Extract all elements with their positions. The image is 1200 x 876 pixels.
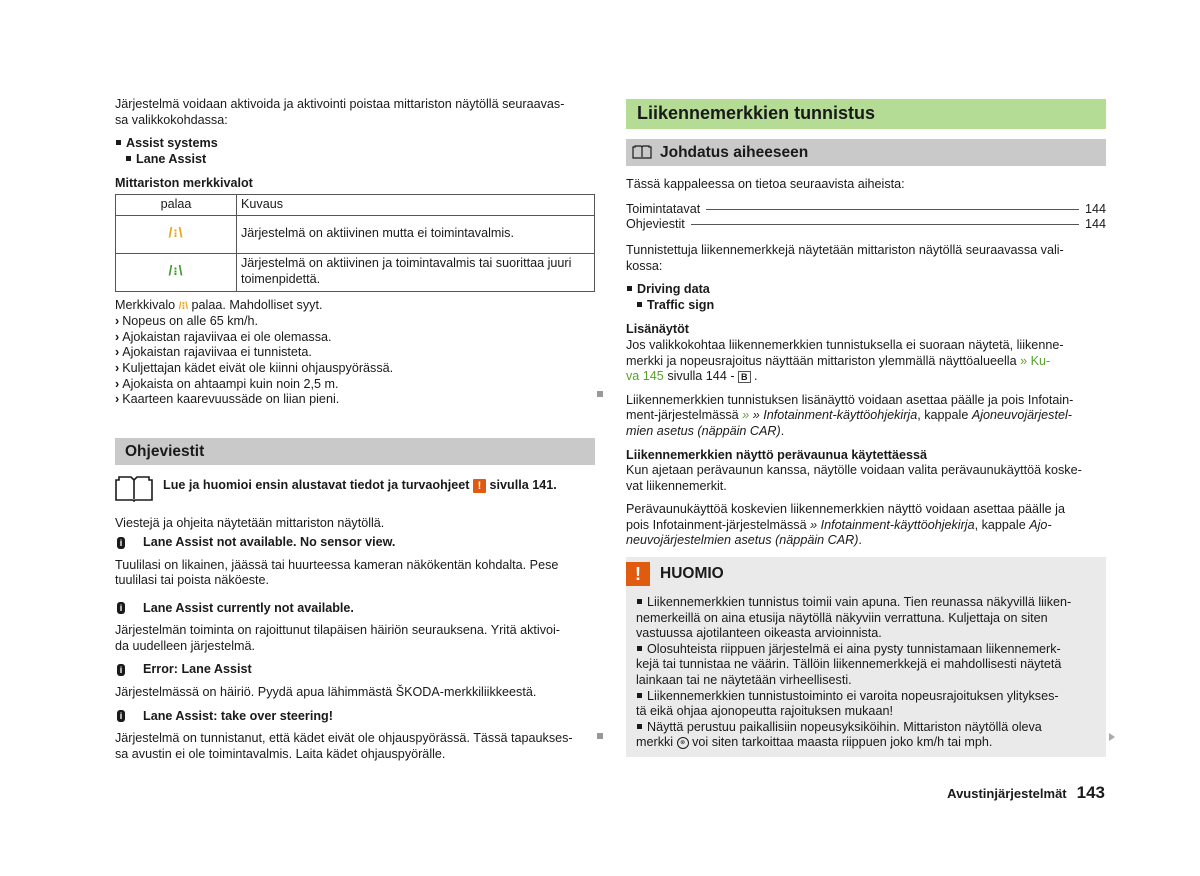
list-item: › Kaarteen kaarevuussäde on liian pieni. (115, 392, 340, 407)
table-row-1-desc: Järjestelmä on aktiivinen mutta ei toimintavalmis. (237, 215, 595, 253)
page-footer (947, 785, 1105, 802)
message-4-title: i Lane Assist: take over steering! (115, 709, 595, 725)
intro-text: Järjestelmä voidaan aktivoida ja aktivointi poistaa mittariston näytöllä seuraavas- sa valikkokohdassa: (115, 97, 565, 127)
menu-item-driving-data: Driving data (626, 282, 1106, 298)
paragraph-trailer: Kun ajetaan perävaunun kanssa, näytölle voidaan valita perävaunukäyttöä koske- vat liikennemerkit. (626, 463, 1082, 493)
menu-item-lane-assist: Lane Assist (115, 152, 595, 168)
page-number: 143 (1076, 783, 1105, 802)
section-title-ohjeviestit: Ohjeviestit (115, 438, 595, 466)
info-icon: i (117, 664, 125, 676)
message-2-title: i Lane Assist currently not available. (115, 601, 595, 617)
list-item: › Nopeus on alle 65 km/h. (115, 314, 259, 329)
paragraph-trailer-setting: Perävaunukäyttöä koskevien liikennemerkkien näyttö voidaan asettaa päälle ja pois Infotainment-järjestelmässä » Infotainment-käyttöohjekirja, kappale Ajo- neuvojärjestelmien asetus (näppäin CAR). (626, 502, 1065, 548)
menu-path (115, 136, 595, 167)
paragraph-lisanaytot: Jos valikkokohtaa liikennemerkkien tunnistuksella ei suoraan näytetä, liikenne- merkki ja nopeusrajoitus näyttään mittariston ylemmällä näyttöalueella » Ku- va 145 sivulla 144 - B . (626, 337, 1064, 384)
footer-section: Avustinjärjestelmät (947, 786, 1067, 801)
table-header-kuvaus: Kuvaus (237, 194, 595, 215)
toc-item[interactable]: Ohjeviestit 144 (626, 217, 1106, 232)
figure-link[interactable]: va 145 (626, 369, 664, 384)
list-item: › Ajokaista on ahtaampi kuin noin 2,5 m. (115, 376, 339, 391)
subheading-trailer: Liikennemerkkien näyttö perävaunua käytettäessä (626, 447, 927, 462)
key-b-icon: B (738, 371, 751, 383)
paragraph-infotainment: Liikennemerkkien tunnistuksen lisänäyttö voidaan asettaa päälle ja pois Infotain- ment-järjestelmässä » » Infotainment-käyttöohjekirja, kappale Ajoneuvojärjestel- mien asetus (näppäin CAR). (626, 392, 1074, 438)
safety-note: Lue ja huomioi ensin alustavat tiedot ja turvaohjeet ! sivulla 141. (115, 476, 595, 502)
warning-box (626, 557, 1106, 757)
list-item: › Ajokaistan rajaviivaa ei tunnisteta. (115, 345, 312, 360)
message-2-text: Järjestelmän toiminta on rajoittunut tilapäisen häiriön seurauksena. Yritä aktivoi- da uudelleen järjestelmä. (115, 623, 560, 653)
warning-icon: ! (626, 562, 650, 586)
manual-link[interactable]: » Infotainment-käyttöohjekirja (810, 517, 975, 532)
warning-badge-icon: ! (473, 479, 486, 493)
info-icon: i (117, 710, 125, 722)
warning-item: Olosuhteista riippuen järjestelmä ei aina pysty tunnistamaan liikennemerk- kejä tai tunnistaa ne väärin. Tällöin liikennemerkkejä ei mahdollisesti näytetä lainkaan tai ne näytetään virheellisesti. (636, 641, 1062, 688)
figure-link[interactable]: » Ku- (1020, 353, 1051, 368)
message-3-title: i Error: Lane Assist (115, 662, 595, 678)
lane-assist-yellow-icon: /⁝\ (116, 215, 237, 253)
table-of-contents (626, 202, 1106, 233)
speed-sign-icon: ⊗ (677, 737, 689, 749)
chapter-title: Liikennemerkkien tunnistus (626, 99, 1106, 129)
list-item: › Ajokaistan rajaviivaa ei ole olemassa. (115, 329, 332, 344)
lane-assist-green-icon: /⁝\ (116, 253, 237, 291)
section-end-marker (597, 733, 603, 739)
indicator-table (115, 194, 595, 292)
warning-item: Näyttä perustuu paikallisiin nopeusyksiköihin. Mittariston näytöllä oleva merkki ⊗ voi siten tarkoittaa maasta riippuen joko km/h tai mph. (636, 719, 1042, 750)
paragraph-signs: Tunnistettuja liikennemerkkejä näytetään mittariston näytöllä seuraavassa vali- kossa: (626, 242, 1064, 273)
messages-intro: Viestejä ja ohjeita näytetään mittariston näytöllä. (115, 516, 385, 531)
info-icon: i (117, 537, 125, 549)
subheading-lisanaytot: Lisänäytöt (626, 322, 689, 337)
message-3-text: Järjestelmässä on häiriö. Pyydä apua lähimmästä ŠKODA-merkkiliikkeestä. (115, 685, 537, 700)
lane-assist-small-yellow-icon: /⁝\ (178, 300, 189, 312)
message-1-title: i Lane Assist not available. No sensor view. (115, 535, 595, 551)
indicator-note: Merkkivalo /⁝\ palaa. Mahdolliset syyt. (115, 297, 323, 312)
info-icon: i (117, 602, 125, 614)
table-header-palaa: palaa (116, 194, 237, 215)
intro-text: Tässä kappaleessa on tietoa seuraavista aiheista: (626, 177, 905, 192)
message-1-text: Tuulilasi on likainen, jäässä tai huurteessa kameran näkökentän kohdalta. Pese tuulilasi tai poista näköeste. (115, 557, 559, 588)
intro-section-title: Johdatus aiheeseen (626, 139, 1106, 167)
table-row-2-desc: Järjestelmä on aktiivinen ja toimintavalmis tai suorittaa juuri toimenpidettä. (237, 253, 595, 291)
menu-item-traffic-sign: Traffic sign (626, 298, 1106, 314)
warning-box-title: ! HUOMIO (626, 557, 1106, 591)
warning-item: Liikennemerkkien tunnistustoiminto ei varoita nopeusrajoituksen ylitykses- tä eikä ohjaa ajonopeutta rajoituksen mukaan! (636, 688, 1059, 719)
table-title: Mittariston merkkivalot (115, 176, 253, 191)
manual-link[interactable]: » Infotainment-käyttöohjekirja (752, 408, 918, 423)
section-end-marker (597, 391, 603, 397)
book-icon (632, 145, 652, 159)
warning-item: Liikennemerkkien tunnistus toimii vain apuna. Tien reunassa näkyvillä liiken- nemerkeillä on aina etusija näytöllä näkyviin verrattuna. Kuljettaja on siten vastuussa ajotilanteen oikeasta arvioinnista. (636, 595, 1072, 641)
left-column (115, 97, 595, 770)
message-4-text: Järjestelmä on tunnistanut, että kädet eivät ole ohjauspyörässä. Tässä tapaukses- sa avustin ei ole toimintavalmis. Laita kädet ohjauspyörälle. (115, 731, 573, 761)
reasons-list (115, 314, 595, 408)
menu-path (626, 282, 1106, 313)
menu-item-assist-systems: Assist systems (115, 136, 595, 152)
continue-arrow-icon (1109, 733, 1115, 741)
right-column (626, 99, 1106, 757)
book-icon (115, 476, 153, 502)
toc-item[interactable]: Toimintatavat 144 (626, 201, 1106, 216)
list-item: › Kuljettajan kädet eivät ole kiinni ohjauspyörässä. (115, 360, 394, 375)
